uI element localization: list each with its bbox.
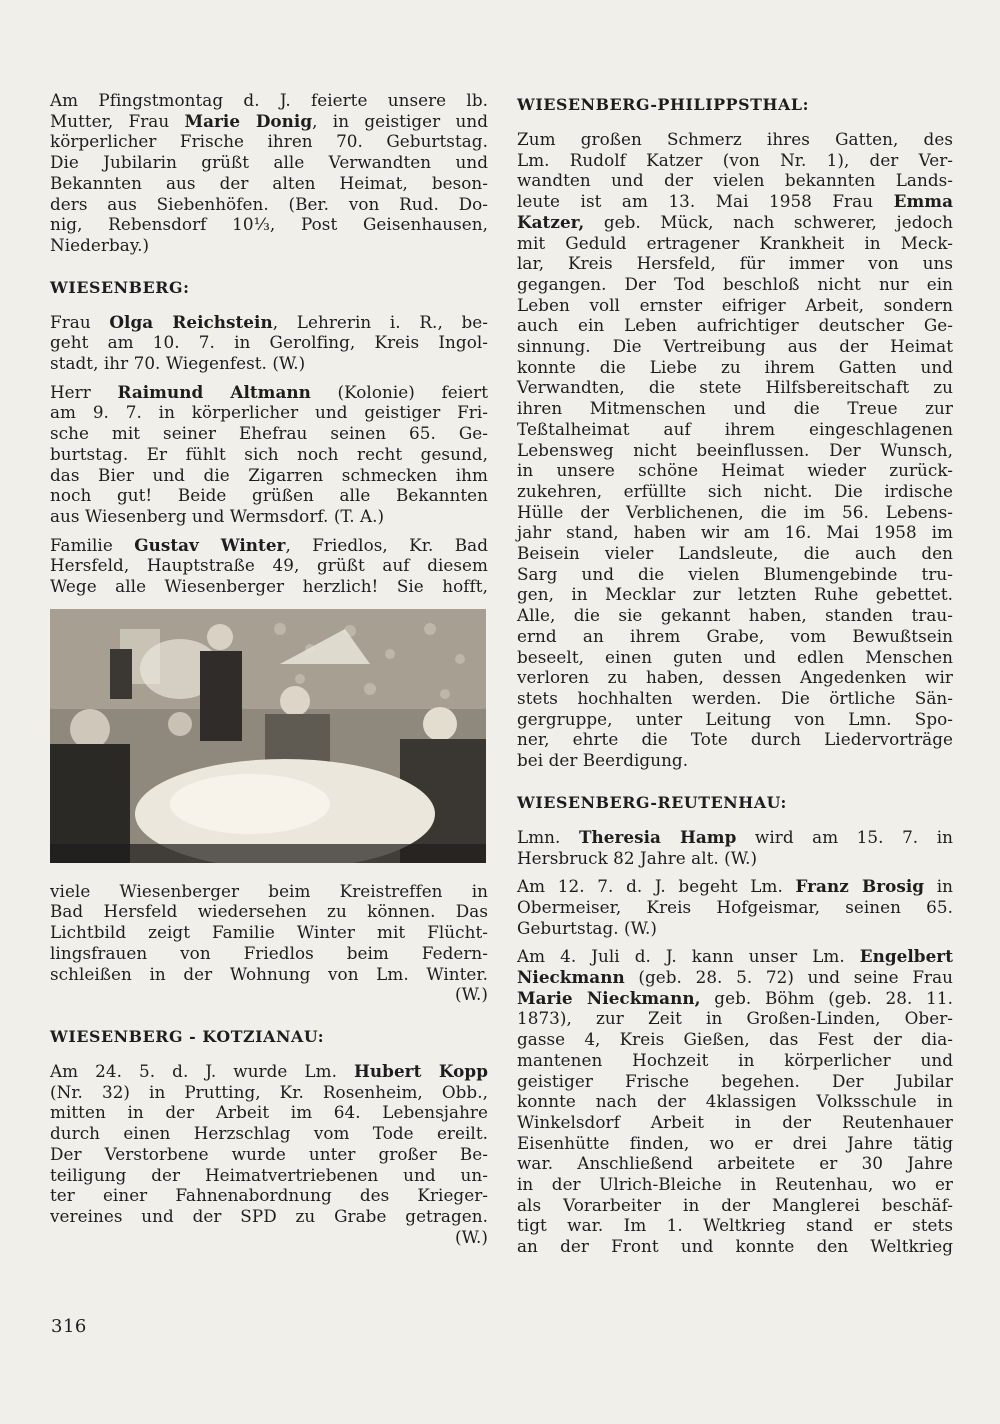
text-line: Obermeiser, Kreis Hofgeismar, seinen 65. — [517, 896, 953, 917]
donig-paragraph — [50, 90, 488, 256]
hamp-paragraph — [517, 827, 953, 868]
text-line: Lebensweg nicht beeinflussen. Der Wunsch, — [517, 439, 953, 460]
text-line: mantenen Hochzeit in körperlicher und — [517, 1049, 953, 1070]
katzer-paragraph — [517, 129, 953, 771]
text-line: sinnung. Die Vertreibung aus der Heimat — [517, 336, 953, 357]
text-line: körperlicher Frische ihren 70. Geburtstag. — [50, 131, 488, 152]
text-line: zukehren, erfüllte sich nicht. Die irdische — [517, 480, 953, 501]
text-line: Eisenhütte finden, wo er drei Jahre tätig — [517, 1132, 953, 1153]
text-line: an der Front und konnte den Weltkrieg — [517, 1236, 953, 1257]
kopp-paragraph — [50, 1061, 488, 1247]
text-line: ihren Mitmenschen und die Treue zur — [517, 398, 953, 419]
text-line: Der Verstorbene wurde unter großer Be- — [50, 1143, 488, 1164]
reichstein-paragraph — [50, 312, 488, 374]
text-line: das Bier und die Zigarren schmecken ihm — [50, 464, 488, 485]
text-line: jahr stand, haben wir am 16. Mai 1958 im — [517, 522, 953, 543]
text-line: ter einer Fahnenabordnung des Krieger- — [50, 1185, 488, 1206]
family-photo-graphic — [50, 609, 486, 863]
text-line: (W.) — [455, 984, 488, 1005]
text-line: Teßtalheimat auf ihrem eingeschlagenen — [517, 418, 953, 439]
text-line: Bad Hersfeld wiedersehen zu können. Das — [50, 901, 488, 922]
text-line: Am 4. Juli d. J. kann unser Lm. Engelbert — [517, 946, 953, 967]
text-line: konnte nach der 4klassigen Volksschule in — [517, 1091, 953, 1112]
text-line: ner, ehrte die Tote durch Liedervorträge — [517, 729, 953, 750]
text-line: burtstag. Er fühlt sich noch recht gesund, — [50, 443, 488, 464]
text-line: wandten und der vielen bekannten Lands- — [517, 170, 953, 191]
text-line: stets hochhalten werden. Die örtliche Sän- — [517, 687, 953, 708]
text-line: in der Ulrich-Bleiche in Reutenhau, wo er — [517, 1174, 953, 1195]
text-line: ders aus Siebenhöfen. (Ber. von Rud. Do- — [50, 193, 488, 214]
text-line: Lmn. Theresia Hamp wird am 15. 7. in — [517, 826, 953, 847]
text-line: Am 12. 7. d. J. begeht Lm. Franz Brosig in — [517, 876, 953, 897]
text-line: aus Wiesenberg und Wermsdorf. (T. A.) — [50, 505, 385, 526]
altmann-paragraph — [50, 382, 488, 527]
text-line: verloren zu haben, dessen Angedenken wir — [517, 667, 953, 688]
text-line: Niederbay.) — [50, 234, 150, 255]
text-line: Am 24. 5. d. J. wurde Lm. Hubert Kopp — [50, 1060, 488, 1081]
text-line: Die Jubilarin grüßt alle Verwandten und — [50, 152, 488, 173]
text-line: Hülle der Verblichenen, die im 56. Lebens- — [517, 501, 953, 522]
text-line: gergruppe, unter Leitung von Lmn. Spo- — [517, 708, 953, 729]
winter-paragraph-continued — [50, 881, 488, 1005]
brosig-paragraph — [517, 876, 953, 938]
text-line: war. Anschließend arbeitete er 30 Jahre — [517, 1153, 953, 1174]
text-line: Geburtstag. (W.) — [517, 917, 657, 938]
text-line: Leben voll ernster eifriger Arbeit, sondern — [517, 294, 953, 315]
text-line: gasse 4, Kreis Gießen, das Fest der dia- — [517, 1029, 953, 1050]
text-line: konnte die Liebe zu ihrem Gatten und — [517, 356, 953, 377]
heading-wiesenberg: WIESENBERG: — [50, 277, 190, 297]
text-line: mit Geduld ertragener Krankheit in Meck- — [517, 232, 953, 253]
text-line: stadt, ihr 70. Wiegenfest. (W.) — [50, 353, 306, 374]
text-line: vereines und der SPD zu Grabe getragen. — [50, 1205, 488, 1226]
text-line: beseelt, einen guten und edlen Menschen — [517, 646, 953, 667]
text-line: gen, in Mecklar zur letzten Ruhe gebettet. — [517, 584, 953, 605]
nieckmann-paragraph — [517, 946, 953, 1257]
text-line: ernd an ihrem Grabe, vom Bewußtsein — [517, 625, 953, 646]
winter-paragraph — [50, 535, 488, 597]
text-line: Lichtbild zeigt Familie Winter mit Flücht- — [50, 922, 488, 943]
text-line: (Nr. 32) in Prutting, Kr. Rosenheim, Obb., — [50, 1081, 488, 1102]
text-line: Verwandten, die stete Hilfsbereitschaft zu — [517, 377, 953, 398]
text-line: auch ein Leben aufrichtiger deutscher Ge- — [517, 315, 953, 336]
right-column — [517, 90, 953, 1257]
text-line: in unsere schöne Heimat wieder zurück- — [517, 460, 953, 481]
text-line: Familie Gustav Winter, Friedlos, Kr. Bad — [50, 534, 488, 555]
text-line: Wege alle Wiesenberger herzlich! Sie hofft, — [50, 576, 488, 597]
text-line: Katzer, geb. Mück, nach schwerer, jedoch — [517, 211, 953, 232]
text-line: Frau Olga Reichstein, Lehrerin i. R., be- — [50, 311, 488, 332]
text-line: Hersbruck 82 Jahre alt. (W.) — [517, 847, 758, 868]
text-line: Am Pfingstmontag d. J. feierte unsere lb. — [50, 90, 488, 110]
text-line: als Vorarbeiter in der Manglerei beschäf- — [517, 1194, 953, 1215]
text-line: (W.) — [455, 1226, 488, 1247]
text-line: bei der Beerdigung. — [517, 750, 689, 771]
text-line: geistiger Frische begehen. Der Jubilar — [517, 1070, 953, 1091]
left-column — [50, 90, 488, 1247]
text-line: schleißen in der Wohnung von Lm. Winter. — [50, 963, 488, 984]
text-line: am 9. 7. in körperlicher und geistiger Fri- — [50, 402, 488, 423]
page-number: 316 — [51, 1316, 87, 1337]
text-line: gegangen. Der Tod beschloß nicht nur ein — [517, 273, 953, 294]
text-line: Sarg und die vielen Blumengebinde tru- — [517, 563, 953, 584]
family-photo — [50, 609, 486, 863]
text-line: viele Wiesenberger beim Kreistreffen in — [50, 880, 488, 901]
text-line: geht am 10. 7. in Gerolfing, Kreis Ingol- — [50, 332, 488, 353]
text-line: leute ist am 13. Mai 1958 Frau Emma — [517, 191, 953, 212]
text-line: lar, Kreis Hersfeld, für immer von uns — [517, 253, 953, 274]
text-line: 1873), zur Zeit in Großen-Linden, Ober- — [517, 1008, 953, 1029]
text-line: Nieckmann (geb. 28. 5. 72) und seine Frau — [517, 967, 953, 988]
text-line: Zum großen Schmerz ihres Gatten, des — [517, 129, 953, 149]
text-line: sche mit seiner Ehefrau seinen 65. Ge- — [50, 423, 488, 444]
text-line: Herr Raimund Altmann (Kolonie) feiert — [50, 381, 488, 402]
text-line: noch gut! Beide grüßen alle Bekannten — [50, 485, 488, 506]
heading-philippsthal: WIESENBERG-PHILIPPSTHAL: — [517, 95, 810, 114]
text-line: Winkelsdorf Arbeit in der Reutenhauer — [517, 1111, 953, 1132]
text-line: durch einen Herzschlag vom Tode ereilt. — [50, 1123, 488, 1144]
text-line: Beisein vieler Landsleute, die auch den — [517, 543, 953, 564]
text-line: Lm. Rudolf Katzer (von Nr. 1), der Ver- — [517, 149, 953, 170]
text-line: Hersfeld, Hauptstraße 49, grüßt auf diesem — [50, 555, 488, 576]
heading-kotzianau: WIESENBERG - KOTZIANAU: — [50, 1026, 325, 1046]
text-line: nig, Rebensdorf 10⅓, Post Geisenhausen, — [50, 214, 488, 235]
text-line: tigt war. Im 1. Weltkrieg stand er stets — [517, 1215, 953, 1236]
text-line: lingsfrauen von Friedlos beim Federn- — [50, 942, 488, 963]
text-line: Marie Nieckmann, geb. Böhm (geb. 28. 11. — [517, 987, 954, 1008]
text-line: Mutter, Frau Marie Donig, in geistiger und — [50, 110, 488, 131]
text-line: Bekannten aus der alten Heimat, beson- — [50, 172, 488, 193]
text-line: teiligung der Heimatvertriebenen und un- — [50, 1164, 488, 1185]
text-line: Alle, die sie gekannt haben, standen trau- — [517, 605, 953, 626]
heading-reutenhau: WIESENBERG-REUTENHAU: — [517, 792, 787, 812]
text-line: mitten in der Arbeit im 64. Lebensjahre — [50, 1102, 488, 1123]
